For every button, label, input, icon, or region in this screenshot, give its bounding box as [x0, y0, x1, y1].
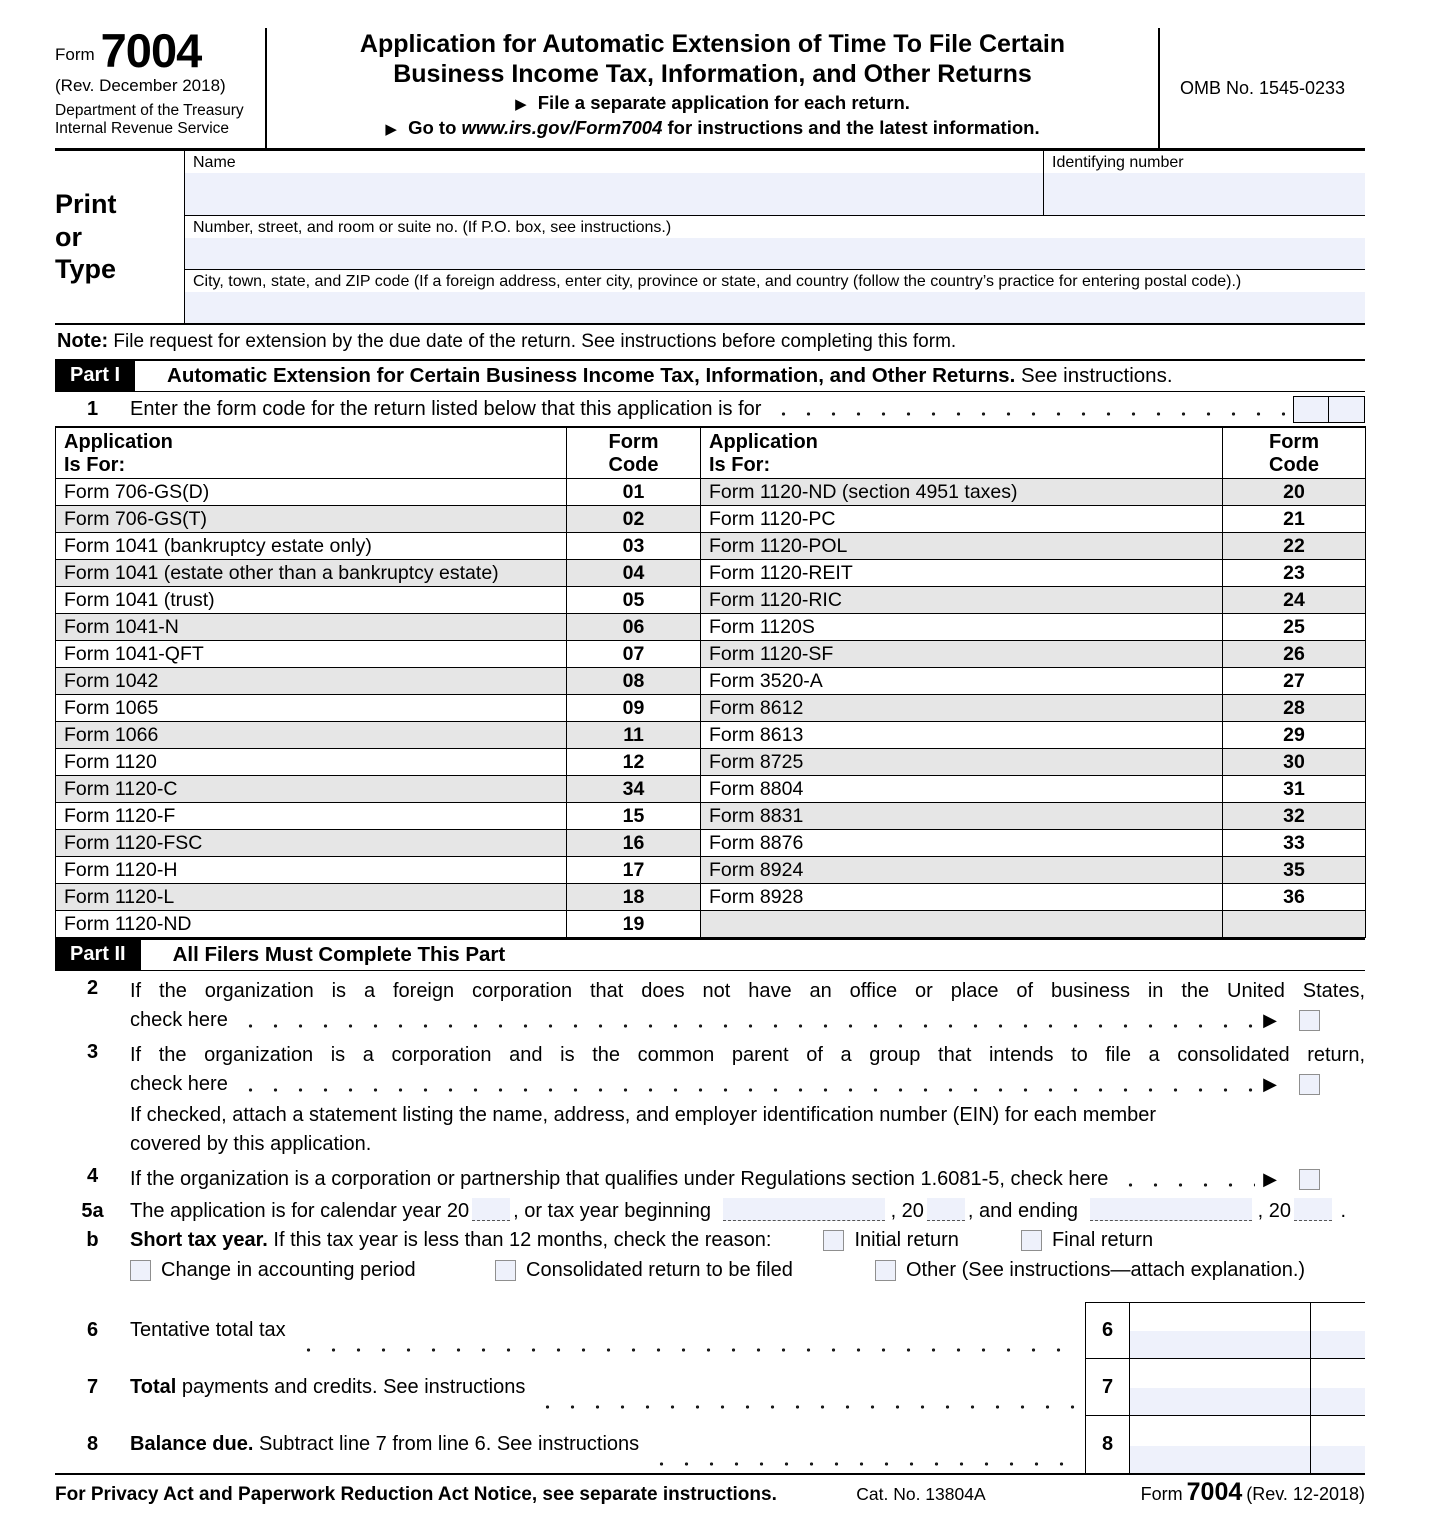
- table-row: Form 1041 (bankruptcy estate only) 03 Form 1120-POL 22: [56, 533, 1366, 560]
- form-header: [55, 24, 1365, 151]
- table-row: Form 1120 12 Form 8725 30: [56, 749, 1366, 776]
- line3-note-line2: covered by this application.: [130, 1133, 372, 1155]
- table-header-row: Application Is For: Form Code Application Is For: Form Code: [56, 427, 1366, 479]
- footer-form-revision: (Rev. 12-2018): [1246, 1484, 1365, 1504]
- table-row: Form 1120-L 18 Form 8928 36: [56, 884, 1366, 911]
- form-identity-block: [55, 24, 267, 148]
- table-row: Form 1120-FSC 16 Form 8876 33: [56, 830, 1366, 857]
- note-text: File request for extension by the due date of the return. See instructions before completing this form.: [113, 331, 957, 352]
- header-bullet2-suffix: for instructions and the latest information.: [667, 117, 1040, 138]
- table-row: Form 1120-ND 19: [56, 911, 1366, 938]
- amount-lines: [55, 1302, 1365, 1473]
- dot-leaders: [769, 403, 1285, 419]
- dot-leaders: [236, 1011, 1255, 1031]
- table-row: Form 1041 (estate other than a bankruptcy estate) 04 Form 1120-REIT 23: [56, 560, 1366, 587]
- line5a-number: 5a: [81, 1200, 104, 1222]
- change-accounting-period-checkbox[interactable]: [130, 1260, 151, 1281]
- consolidated-return-checkbox[interactable]: [495, 1260, 516, 1281]
- total-payments-input[interactable]: [1130, 1388, 1310, 1415]
- pointer-arrow-icon: ▶: [515, 96, 527, 113]
- table-row: Form 1120-C 34 Form 8804 31: [56, 776, 1366, 803]
- dot-leaders: [647, 1453, 1077, 1469]
- line7-text: payments and credits. See instructions: [181, 1376, 526, 1398]
- footer-form-word: Form: [1140, 1484, 1183, 1504]
- line3: [55, 1041, 1365, 1099]
- line5a-seg5: , 20: [1257, 1200, 1291, 1222]
- line7-number: 7: [86, 1376, 99, 1398]
- table-row: Form 1041-QFT 07 Form 1120-SF 26: [56, 641, 1366, 668]
- part2-title: All Filers Must Complete This Part: [172, 943, 506, 966]
- part1-header: [55, 359, 1365, 392]
- line2-text: If the organization is a foreign corporation that does not have an office or place of business in the United States,: [130, 980, 1365, 1002]
- beginning-year-input[interactable]: [927, 1198, 965, 1221]
- table-row: Form 1041-N 06 Form 1120S 25: [56, 614, 1366, 641]
- print-or-type-label: Print or Type: [55, 151, 185, 323]
- footer: [55, 1475, 1365, 1507]
- final-return-label: Final return: [1051, 1229, 1154, 1251]
- form-title-block: [267, 28, 1160, 148]
- line2-check-here-text: check here: [130, 1009, 228, 1031]
- identifying-number-input[interactable]: [1044, 173, 1365, 215]
- line5b-text: If this tax year is less than 12 months, check the reason:: [273, 1229, 772, 1251]
- omb-number: OMB No. 1545-0233: [1179, 77, 1346, 98]
- line8-box-number: 8: [1085, 1416, 1130, 1473]
- form-codes-table: [55, 426, 1366, 938]
- dot-leaders: [294, 1339, 1077, 1355]
- line4-text: If the organization is a corporation or partnership that qualifies under Regulations section 1.6081-5, check here: [130, 1168, 1109, 1190]
- consolidated-return-label: Consolidated return to be filed: [526, 1259, 793, 1281]
- line4-number: 4: [86, 1165, 99, 1187]
- line6-text: Tentative total tax: [130, 1319, 286, 1341]
- line2-checkbox[interactable]: [1299, 1010, 1320, 1031]
- form-title-line1: Application for Automatic Extension of Time To File Certain: [359, 30, 1066, 58]
- line6-box-number: 6: [1085, 1303, 1130, 1358]
- pointer-arrow-icon: ▶: [1263, 1010, 1277, 1031]
- part2-header: [55, 938, 1365, 971]
- line5a-seg3: , 20: [890, 1200, 924, 1222]
- catalog-number: Cat. No. 13804A: [856, 1484, 986, 1504]
- form-title-line2: Business Income Tax, Information, and Other Returns: [393, 59, 1032, 88]
- line4-checkbox[interactable]: [1299, 1169, 1320, 1190]
- change-accounting-period-label: Change in accounting period: [161, 1259, 416, 1281]
- line3-text: If the organization is a corporation and is the common parent of a group that intends to file a consolidated return,: [130, 1044, 1365, 1066]
- line5b: [55, 1229, 1365, 1252]
- address-input[interactable]: [185, 238, 1365, 269]
- part1-title: Automatic Extension for Certain Business Income Tax, Information, and Other Returns.: [167, 364, 1016, 387]
- form-code-digit-box-1[interactable]: [1293, 396, 1329, 423]
- other-reason-checkbox[interactable]: [875, 1260, 896, 1281]
- ending-year-input[interactable]: [1294, 1198, 1332, 1221]
- form-code-entry-box: [1293, 396, 1365, 423]
- city-label: City, town, state, and ZIP code (If a foreign address, enter city, province or state, and country (follow the country’s practice for entering postal code).): [193, 273, 1242, 290]
- pointer-arrow-icon: ▶: [1263, 1169, 1277, 1190]
- table-row: Form 1041 (trust) 05 Form 1120-RIC 24: [56, 587, 1366, 614]
- line7-bold: Total: [130, 1376, 177, 1398]
- total-payments-cents-input[interactable]: [1311, 1388, 1365, 1415]
- entity-section: [55, 151, 1365, 325]
- tax-year-ending-input[interactable]: [1090, 1198, 1252, 1221]
- final-return-checkbox[interactable]: [1021, 1230, 1042, 1251]
- pointer-arrow-icon: ▶: [1263, 1074, 1277, 1095]
- line8-bold: Balance due.: [130, 1433, 254, 1455]
- form-number: 7004: [100, 24, 202, 77]
- header-bullet1: File a separate application for each return.: [537, 92, 910, 113]
- line6: [55, 1302, 1365, 1359]
- table-row: Form 706-GS(T) 02 Form 1120-PC 21: [56, 506, 1366, 533]
- name-label: Name: [193, 154, 236, 171]
- line7: [55, 1359, 1365, 1416]
- line2: [55, 977, 1365, 1035]
- footer-form-number: 7004: [1186, 1478, 1243, 1506]
- table-row: Form 1120-H 17 Form 8924 35: [56, 857, 1366, 884]
- line1: [55, 392, 1365, 426]
- initial-return-checkbox[interactable]: [823, 1230, 844, 1251]
- form-word: Form: [55, 45, 95, 65]
- line7-box-number: 7: [1085, 1359, 1130, 1415]
- line3-check-here-text: check here: [130, 1073, 228, 1095]
- line5a-seg6: .: [1340, 1200, 1347, 1222]
- line5a-seg1: The application is for calendar year 20: [130, 1200, 470, 1222]
- part1-see-instructions: See instructions.: [1020, 364, 1173, 387]
- identifying-number-label: Identifying number: [1052, 154, 1184, 171]
- privacy-act-notice: For Privacy Act and Paperwork Reduction Act Notice, see separate instructions.: [55, 1484, 777, 1505]
- form-code-digit-box-2[interactable]: [1329, 396, 1365, 423]
- line5b-number: b: [86, 1229, 99, 1251]
- other-reason-label: Other (See instructions—attach explanation.): [906, 1259, 1306, 1281]
- col-header-form-code: Form: [608, 431, 659, 453]
- line1-text: Enter the form code for the return listed below that this application is for: [130, 398, 762, 420]
- table-row: Form 706-GS(D) 01 Form 1120-ND (section 4951 taxes) 20: [56, 479, 1366, 506]
- line5b-row2: [130, 1259, 1365, 1282]
- table-row: Form 1120-F 15 Form 8831 32: [56, 803, 1366, 830]
- form-revision: (Rev. December 2018): [55, 76, 226, 96]
- line3-checkbox[interactable]: [1299, 1074, 1320, 1095]
- line1-number: 1: [86, 398, 99, 420]
- line6-number: 6: [86, 1319, 99, 1341]
- dot-leaders: [236, 1075, 1255, 1095]
- balance-due-cents-input[interactable]: [1311, 1446, 1365, 1473]
- line5a: [55, 1198, 1365, 1223]
- note-label: Note:: [57, 330, 109, 352]
- balance-due-input[interactable]: [1130, 1446, 1310, 1473]
- irs-url: www.irs.gov/Form7004: [461, 117, 663, 138]
- line8-text: Subtract line 7 from line 6. See instructions: [258, 1433, 640, 1455]
- city-input[interactable]: [185, 292, 1365, 323]
- line8: [55, 1416, 1365, 1473]
- line8-number: 8: [86, 1433, 99, 1455]
- part2-label: Part II: [55, 940, 141, 970]
- pointer-arrow-icon: ▶: [385, 121, 397, 138]
- table-row: Form 1066 11 Form 8613 29: [56, 722, 1366, 749]
- col-header-form-code: Form: [1269, 431, 1319, 453]
- line3-note-line1: If checked, attach a statement listing the name, address, and employer identification number (EIN) for each member: [130, 1104, 1157, 1126]
- address-label: Number, street, and room or suite no. (If P.O. box, see instructions.): [193, 219, 672, 236]
- col-header-application: Application: [64, 431, 173, 453]
- initial-return-label: Initial return: [854, 1229, 959, 1251]
- agency-line2: Internal Revenue Service: [55, 120, 230, 138]
- tentative-total-tax-cents-input[interactable]: [1311, 1331, 1365, 1358]
- table-row: Form 1065 09 Form 8612 28: [56, 695, 1366, 722]
- col-header-application: Application: [709, 431, 818, 453]
- calendar-year-input[interactable]: [472, 1198, 510, 1221]
- tax-year-beginning-input[interactable]: [723, 1198, 885, 1221]
- dot-leaders: [1116, 1170, 1255, 1190]
- line5a-seg4: , and ending: [967, 1200, 1079, 1222]
- name-input[interactable]: [185, 173, 1043, 215]
- line3-number: 3: [86, 1041, 99, 1063]
- line5a-seg2: , or tax year beginning: [513, 1200, 711, 1222]
- table-row: Form 1042 08 Form 3520-A 27: [56, 668, 1366, 695]
- tentative-total-tax-input[interactable]: [1130, 1331, 1310, 1358]
- line5b-bold: Short tax year.: [130, 1229, 268, 1251]
- line4: [55, 1165, 1365, 1194]
- dot-leaders: [533, 1396, 1077, 1412]
- agency-line1: Department of the Treasury: [55, 102, 244, 120]
- part1-label: Part I: [55, 361, 135, 391]
- header-bullet2-prefix: Go to: [408, 117, 457, 138]
- line2-number: 2: [86, 977, 99, 999]
